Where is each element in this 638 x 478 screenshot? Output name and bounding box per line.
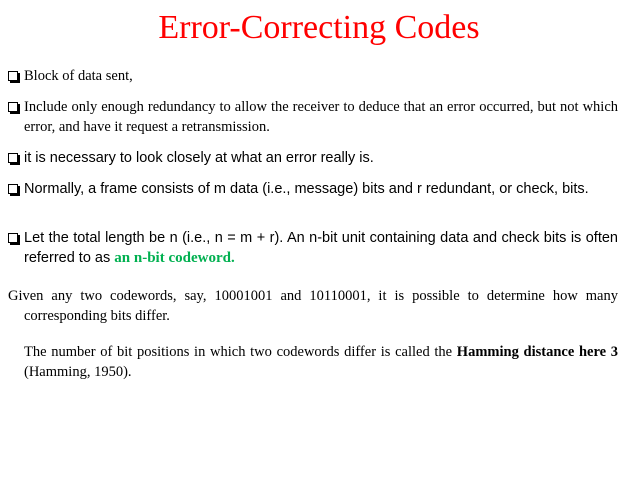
hamming-distance-bold: Hamming distance here 3	[456, 344, 619, 360]
slide-title: Error-Correcting Codes	[158, 9, 480, 46]
bullet-text: Block of data sent,	[24, 68, 133, 84]
checkbox-bullet-icon	[8, 71, 18, 81]
checkbox-bullet-icon	[8, 102, 18, 112]
paragraph-codewords: Given any two codewords, say, 10001001 and 10110001, it is possible to determine how many corresponding bits differ.	[8, 288, 618, 324]
hamming-text-before: The number of bit positions in which two codewords differ is called the	[24, 344, 457, 360]
bullet-text: Normally, a frame consists of m data (i.e., message) bits and r redundant, or check, bits.	[24, 181, 589, 197]
bullet-text-plain: Let the total length be n (i.e., n = m + r). An n-bit unit containing data and check bits is often referred to as	[24, 230, 618, 266]
bullet-text	[24, 228, 618, 268]
bullet-item	[8, 228, 618, 268]
checkbox-bullet-icon	[8, 184, 18, 194]
checkbox-bullet-icon	[8, 233, 18, 243]
bullet-text: it is necessary to look closely at what an error really is.	[24, 150, 374, 166]
checkbox-bullet-icon	[8, 153, 18, 163]
bullet-item	[8, 66, 618, 86]
bullet-item	[8, 179, 618, 219]
bullet-text: Include only enough redundancy to allow the receiver to deduce that an error occurred, but not which error, and have it request a retransmission.	[24, 99, 618, 135]
paragraph-hamming	[24, 342, 618, 382]
hamming-text-after: (Hamming, 1950).	[24, 364, 132, 380]
bullet-item	[8, 97, 618, 137]
bullet-item	[8, 148, 618, 168]
codeword-highlight: an n-bit codeword.	[114, 250, 235, 266]
